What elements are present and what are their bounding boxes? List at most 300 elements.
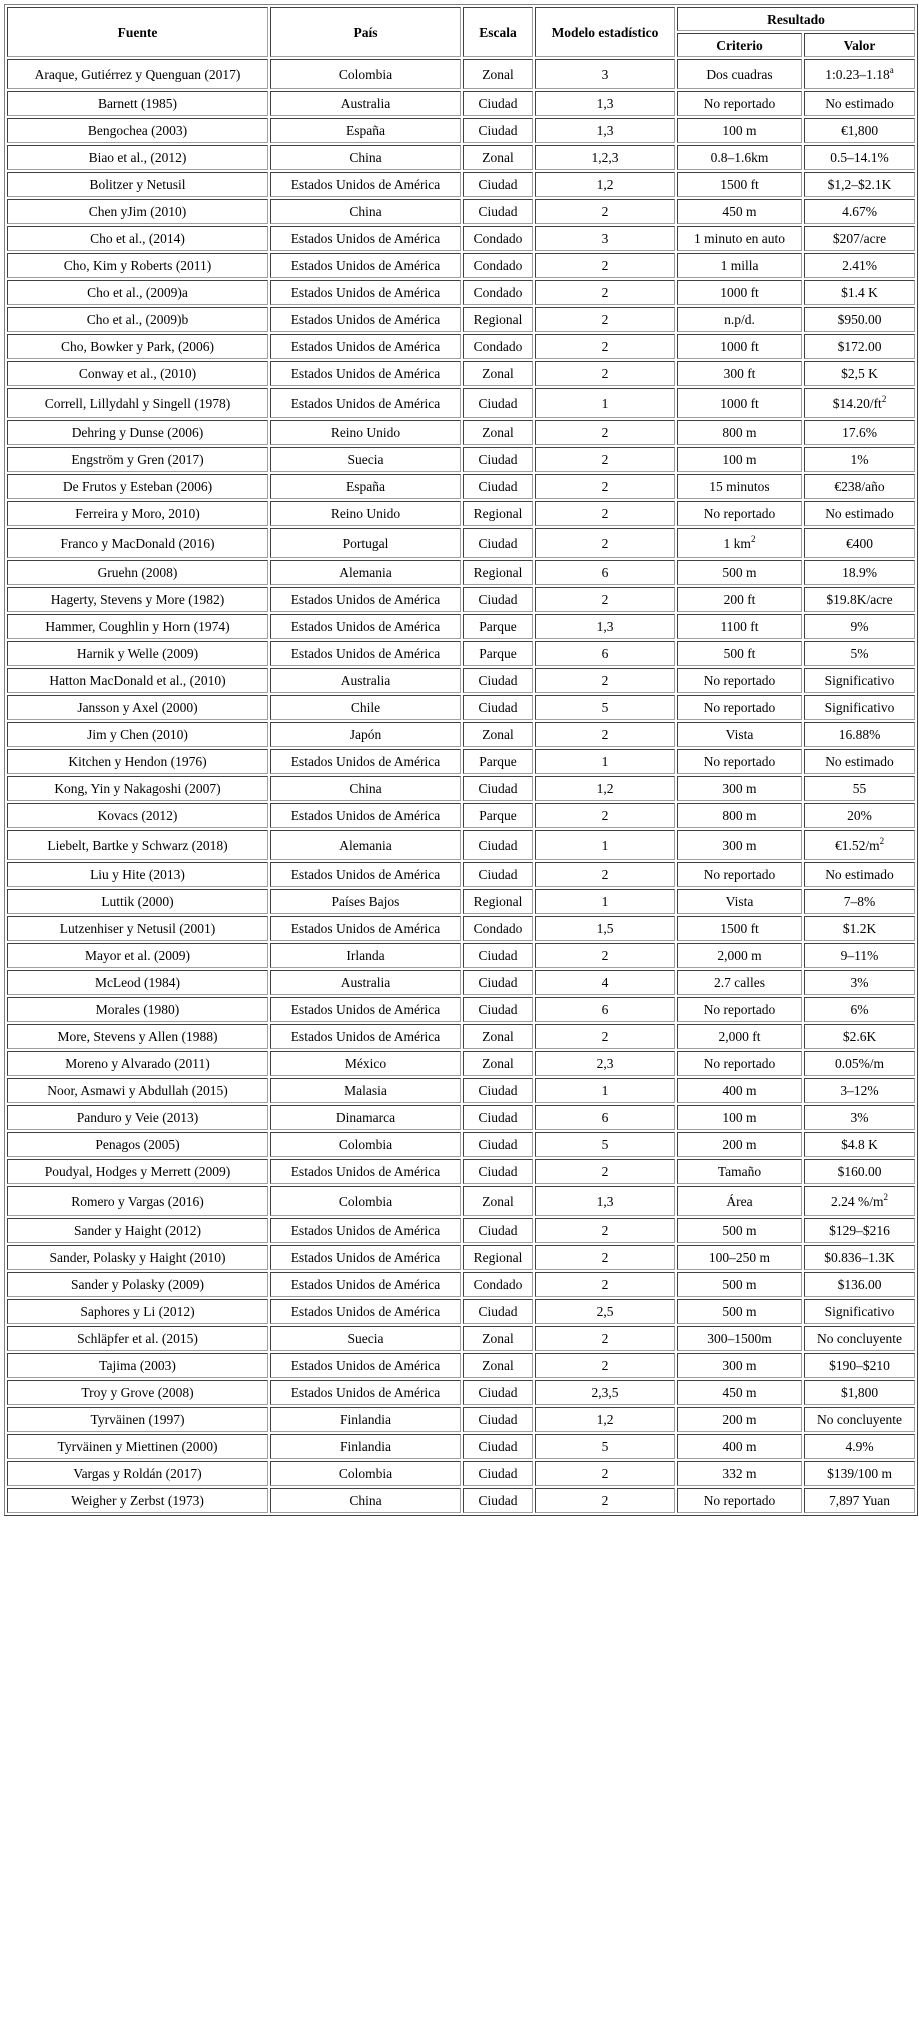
cell-text: No estimado bbox=[825, 96, 894, 111]
cell-text: Suecia bbox=[347, 1331, 384, 1346]
cell-valor bbox=[804, 280, 915, 305]
cell-text: 2 bbox=[601, 535, 609, 551]
table-row bbox=[7, 1380, 915, 1405]
cell-text: Zonal bbox=[482, 1358, 514, 1373]
cell-criterio bbox=[677, 420, 802, 445]
cell-text: Conway et al., (2010) bbox=[78, 366, 197, 381]
cell-criterio bbox=[677, 1186, 802, 1216]
cell-fuente bbox=[7, 695, 268, 720]
cell-fuente bbox=[7, 722, 268, 747]
cell-criterio bbox=[677, 528, 802, 558]
cell-pais bbox=[270, 560, 461, 585]
cell-text: Estados Unidos de América bbox=[290, 312, 441, 327]
cell-text: Dinamarca bbox=[335, 1110, 396, 1125]
cell-pais bbox=[270, 307, 461, 332]
cell-text: 2 bbox=[601, 1029, 609, 1044]
cell-text: China bbox=[349, 204, 382, 219]
cell-text: Tajima (2003) bbox=[99, 1358, 176, 1373]
header-modelo: Modelo estadístico bbox=[535, 7, 675, 57]
cell-text: 2 bbox=[601, 948, 609, 963]
superscript: 2 bbox=[750, 533, 756, 544]
cell-modelo bbox=[535, 1461, 675, 1486]
cell-text: No reportado bbox=[703, 673, 776, 688]
cell-modelo bbox=[535, 1132, 675, 1157]
cell-text: 2 bbox=[601, 285, 609, 300]
cell-valor bbox=[804, 668, 915, 693]
cell-pais bbox=[270, 1051, 461, 1076]
cell-text: Estados Unidos de América bbox=[290, 646, 441, 661]
table-row bbox=[7, 1132, 915, 1157]
cell-text: 2 bbox=[601, 1250, 609, 1265]
cell-criterio bbox=[677, 943, 802, 968]
cell-modelo bbox=[535, 1159, 675, 1184]
cell-text: Ciudad bbox=[478, 837, 518, 853]
cell-text: 2 bbox=[601, 452, 609, 467]
cell-text: Saphores y Li (2012) bbox=[80, 1304, 195, 1319]
cell-modelo bbox=[535, 420, 675, 445]
cell-text: Estados Unidos de América bbox=[290, 231, 441, 246]
cell-text: Penagos (2005) bbox=[95, 1137, 180, 1152]
cell-pais bbox=[270, 1105, 461, 1130]
cell-fuente bbox=[7, 1105, 268, 1130]
cell-text: 16.88% bbox=[838, 727, 881, 742]
cell-text: Ciudad bbox=[478, 204, 518, 219]
cell-pais bbox=[270, 1353, 461, 1378]
cell-modelo bbox=[535, 1434, 675, 1459]
cell-text: México bbox=[344, 1056, 387, 1071]
cell-text: 7,897 Yuan bbox=[829, 1493, 890, 1508]
cell-escala bbox=[463, 501, 533, 526]
cell-pais bbox=[270, 1272, 461, 1297]
cell-escala bbox=[463, 91, 533, 116]
cell-criterio bbox=[677, 1353, 802, 1378]
cell-criterio bbox=[677, 361, 802, 386]
cell-valor bbox=[804, 916, 915, 941]
cell-escala bbox=[463, 1488, 533, 1513]
cell-text: 4 bbox=[601, 975, 609, 990]
table-row bbox=[7, 695, 915, 720]
cell-text: Biao et al., (2012) bbox=[88, 150, 187, 165]
cell-valor bbox=[804, 587, 915, 612]
cell-text: Área bbox=[726, 1193, 753, 1209]
cell-valor bbox=[804, 560, 915, 585]
table-row bbox=[7, 388, 915, 418]
cell-text: Estados Unidos de América bbox=[290, 921, 441, 936]
cell-escala bbox=[463, 388, 533, 418]
cell-text: Vista bbox=[725, 727, 754, 742]
cell-text: Vargas y Roldán (2017) bbox=[73, 1466, 202, 1481]
cell-text: Kitchen y Hendon (1976) bbox=[68, 754, 207, 769]
cell-fuente bbox=[7, 59, 268, 89]
cell-text: 3 bbox=[601, 231, 609, 246]
cell-escala bbox=[463, 253, 533, 278]
cell-text: 3 bbox=[601, 66, 609, 82]
cell-modelo bbox=[535, 334, 675, 359]
cell-text: España bbox=[346, 479, 385, 494]
cell-text: 6 bbox=[601, 565, 609, 580]
cell-text: 100 m bbox=[722, 1110, 757, 1125]
cell-modelo bbox=[535, 722, 675, 747]
cell-fuente bbox=[7, 280, 268, 305]
cell-text: 100 m bbox=[722, 452, 757, 467]
cell-text: Correll, Lillydahl y Singell (1978) bbox=[44, 395, 231, 411]
cell-text: Weigher y Zerbst (1973) bbox=[71, 1493, 204, 1508]
cell-valor bbox=[804, 528, 915, 558]
cell-text: Zonal bbox=[482, 1331, 514, 1346]
cell-text: 332 m bbox=[722, 1466, 757, 1481]
cell-valor bbox=[804, 1051, 915, 1076]
cell-text: Finlandia bbox=[340, 1412, 391, 1427]
cell-text: 1,3 bbox=[596, 619, 614, 634]
header-fuente: Fuente bbox=[7, 7, 268, 57]
superscript: 2 bbox=[883, 1191, 888, 1202]
cell-text: Significativo bbox=[824, 673, 895, 688]
cell-text: No estimado bbox=[825, 754, 894, 769]
table-row bbox=[7, 172, 915, 197]
cell-text: 2 bbox=[601, 312, 609, 327]
cell-text: 15 minutos bbox=[709, 479, 770, 494]
cell-text: 200 m bbox=[722, 1137, 757, 1152]
cell-text: Morales (1980) bbox=[95, 1002, 180, 1017]
cell-pais bbox=[270, 970, 461, 995]
cell-text: n.p/d. bbox=[724, 312, 755, 327]
cell-text: Irlanda bbox=[346, 948, 385, 963]
cell-text: $172.00 bbox=[837, 339, 882, 354]
cell-modelo bbox=[535, 226, 675, 251]
cell-text: Alemania bbox=[339, 837, 392, 853]
cell-text: 0.05%/m bbox=[834, 1056, 885, 1071]
cell-modelo bbox=[535, 1299, 675, 1324]
cell-text: 2 bbox=[601, 1358, 609, 1373]
cell-text: 20% bbox=[847, 808, 872, 823]
cell-modelo bbox=[535, 59, 675, 89]
cell-text: $4.8 K bbox=[841, 1137, 878, 1152]
table-row bbox=[7, 91, 915, 116]
cell-text: 2 bbox=[601, 339, 609, 354]
cell-pais bbox=[270, 916, 461, 941]
cell-text: 1 bbox=[601, 894, 609, 909]
cell-criterio bbox=[677, 172, 802, 197]
cell-escala bbox=[463, 118, 533, 143]
cell-modelo bbox=[535, 1326, 675, 1351]
cell-text: De Frutos y Esteban (2006) bbox=[62, 479, 213, 494]
cell-modelo bbox=[535, 668, 675, 693]
cell-valor bbox=[804, 1105, 915, 1130]
cell-text: Ciudad bbox=[478, 1439, 518, 1454]
cell-pais bbox=[270, 226, 461, 251]
cell-text: Estados Unidos de América bbox=[290, 754, 441, 769]
cell-text: No reportado bbox=[703, 700, 776, 715]
cell-text: 2 bbox=[601, 204, 609, 219]
cell-text: Estados Unidos de América bbox=[290, 366, 441, 381]
cell-text: Kong, Yin y Nakagoshi (2007) bbox=[54, 781, 221, 796]
cell-valor bbox=[804, 830, 915, 860]
cell-text: Estados Unidos de América bbox=[290, 592, 441, 607]
cell-text: 400 m bbox=[722, 1083, 757, 1098]
cell-text: 4.67% bbox=[842, 204, 877, 219]
cell-escala bbox=[463, 199, 533, 224]
cell-fuente bbox=[7, 943, 268, 968]
table-row bbox=[7, 1407, 915, 1432]
cell-text: No reportado bbox=[703, 1493, 776, 1508]
cell-fuente bbox=[7, 447, 268, 472]
table-row bbox=[7, 1218, 915, 1243]
cell-fuente bbox=[7, 1353, 268, 1378]
header-pais: País bbox=[270, 7, 461, 57]
cell-text: 2,3 bbox=[596, 1056, 614, 1071]
cell-valor bbox=[804, 641, 915, 666]
cell-criterio bbox=[677, 1078, 802, 1103]
cell-text: Estados Unidos de América bbox=[290, 258, 441, 273]
cell-text: $1,2–$2.1K bbox=[827, 177, 892, 192]
cell-text: 2 bbox=[601, 425, 609, 440]
table-row bbox=[7, 334, 915, 359]
cell-criterio bbox=[677, 1407, 802, 1432]
cell-text: 300 m bbox=[722, 1358, 757, 1373]
cell-text: $1.2K bbox=[842, 921, 877, 936]
cell-valor bbox=[804, 1078, 915, 1103]
table-row bbox=[7, 614, 915, 639]
cell-pais bbox=[270, 361, 461, 386]
cell-text: Australia bbox=[340, 96, 391, 111]
cell-text: Zonal bbox=[482, 1056, 514, 1071]
cell-escala bbox=[463, 528, 533, 558]
table-row bbox=[7, 722, 915, 747]
cell-modelo bbox=[535, 1218, 675, 1243]
cell-modelo bbox=[535, 970, 675, 995]
cell-escala bbox=[463, 560, 533, 585]
cell-valor bbox=[804, 1218, 915, 1243]
cell-text: Ciudad bbox=[478, 1164, 518, 1179]
cell-criterio bbox=[677, 1132, 802, 1157]
cell-text: 2 bbox=[601, 867, 609, 882]
cell-text: Colombia bbox=[338, 66, 393, 82]
cell-escala bbox=[463, 1299, 533, 1324]
cell-criterio bbox=[677, 1380, 802, 1405]
cell-modelo bbox=[535, 1078, 675, 1103]
cell-escala bbox=[463, 916, 533, 941]
cell-text: €400 bbox=[846, 535, 873, 551]
cell-modelo bbox=[535, 943, 675, 968]
cell-escala bbox=[463, 1272, 533, 1297]
cell-criterio bbox=[677, 1218, 802, 1243]
cell-pais bbox=[270, 1132, 461, 1157]
cell-criterio bbox=[677, 334, 802, 359]
cell-text: Ciudad bbox=[478, 1385, 518, 1400]
cell-modelo bbox=[535, 587, 675, 612]
cell-text: 1% bbox=[850, 452, 869, 467]
cell-valor bbox=[804, 1353, 915, 1378]
cell-escala bbox=[463, 1159, 533, 1184]
header-criterio: Criterio bbox=[677, 33, 802, 57]
cell-fuente bbox=[7, 1461, 268, 1486]
cell-text: $950.00 bbox=[837, 312, 882, 327]
cell-fuente bbox=[7, 916, 268, 941]
cell-valor bbox=[804, 118, 915, 143]
cell-text: Países Bajos bbox=[331, 894, 400, 909]
cell-fuente bbox=[7, 528, 268, 558]
cell-fuente bbox=[7, 1051, 268, 1076]
cell-text: 1,3 bbox=[596, 123, 614, 138]
cell-criterio bbox=[677, 118, 802, 143]
cell-criterio bbox=[677, 447, 802, 472]
cell-text: Romero y Vargas (2016) bbox=[71, 1193, 204, 1209]
cell-text: 1 minuto en auto bbox=[693, 231, 786, 246]
cell-text: 1:0.23–1.18 bbox=[825, 66, 890, 82]
cell-text: 200 m bbox=[722, 1412, 757, 1427]
cell-text: Vista bbox=[725, 894, 754, 909]
table-row bbox=[7, 145, 915, 170]
cell-criterio bbox=[677, 830, 802, 860]
cell-escala bbox=[463, 1186, 533, 1216]
cell-text: $136.00 bbox=[837, 1277, 882, 1292]
cell-pais bbox=[270, 420, 461, 445]
cell-escala bbox=[463, 361, 533, 386]
cell-text: 450 m bbox=[722, 204, 757, 219]
cell-text: No reportado bbox=[703, 867, 776, 882]
cell-modelo bbox=[535, 280, 675, 305]
cell-text: $2,5 K bbox=[841, 366, 878, 381]
cell-text: Ciudad bbox=[478, 781, 518, 796]
cell-text: 1100 ft bbox=[720, 619, 759, 634]
cell-text: 500 m bbox=[722, 1223, 757, 1238]
cell-text: Finlandia bbox=[340, 1439, 391, 1454]
cell-text: Ciudad bbox=[478, 535, 518, 551]
cell-text: Bolitzer y Netusil bbox=[89, 177, 186, 192]
table-row bbox=[7, 501, 915, 526]
header-resultado: Resultado bbox=[677, 7, 915, 31]
cell-text: Estados Unidos de América bbox=[290, 808, 441, 823]
cell-text: 400 m bbox=[722, 1439, 757, 1454]
cell-pais bbox=[270, 1078, 461, 1103]
cell-text: Regional bbox=[473, 1250, 523, 1265]
cell-text: No reportado bbox=[703, 1056, 776, 1071]
cell-text: 2.24 %/m bbox=[831, 1193, 884, 1209]
table-row bbox=[7, 943, 915, 968]
cell-text: Panduro y Veie (2013) bbox=[76, 1110, 199, 1125]
cell-text: No concluyente bbox=[816, 1412, 903, 1427]
cell-text: China bbox=[349, 781, 382, 796]
cell-criterio bbox=[677, 722, 802, 747]
cell-text: 2,000 ft bbox=[718, 1029, 761, 1044]
cell-text: Regional bbox=[473, 894, 523, 909]
cell-pais bbox=[270, 199, 461, 224]
cell-valor bbox=[804, 803, 915, 828]
cell-fuente bbox=[7, 501, 268, 526]
cell-text: 0.8–1.6km bbox=[710, 150, 769, 165]
cell-escala bbox=[463, 943, 533, 968]
cell-text: Jim y Chen (2010) bbox=[87, 727, 188, 742]
cell-escala bbox=[463, 749, 533, 774]
table-row bbox=[7, 307, 915, 332]
cell-text: Cho et al., (2014) bbox=[90, 231, 185, 246]
cell-criterio bbox=[677, 862, 802, 887]
cell-text: Significativo bbox=[824, 700, 895, 715]
table-row bbox=[7, 1024, 915, 1049]
cell-text: Ciudad bbox=[478, 1412, 518, 1427]
cell-text: Japón bbox=[349, 727, 382, 742]
header-valor: Valor bbox=[804, 33, 915, 57]
cell-valor bbox=[804, 1132, 915, 1157]
cell-pais bbox=[270, 1434, 461, 1459]
cell-text: No reportado bbox=[703, 96, 776, 111]
cell-valor bbox=[804, 420, 915, 445]
cell-pais bbox=[270, 528, 461, 558]
cell-text: Kovacs (2012) bbox=[97, 808, 178, 823]
table-row bbox=[7, 59, 915, 89]
cell-valor bbox=[804, 1299, 915, 1324]
cell-valor bbox=[804, 1186, 915, 1216]
table-body bbox=[7, 59, 915, 1513]
cell-modelo bbox=[535, 91, 675, 116]
cell-pais bbox=[270, 1299, 461, 1324]
cell-modelo bbox=[535, 803, 675, 828]
cell-text: 1 km bbox=[723, 535, 751, 551]
cell-criterio bbox=[677, 668, 802, 693]
cell-text: Mayor et al. (2009) bbox=[85, 948, 190, 963]
cell-modelo bbox=[535, 614, 675, 639]
table-row bbox=[7, 1078, 915, 1103]
cell-criterio bbox=[677, 749, 802, 774]
cell-text: Estados Unidos de América bbox=[290, 1029, 441, 1044]
table-row bbox=[7, 280, 915, 305]
cell-text: Ciudad bbox=[478, 1137, 518, 1152]
cell-text: 2 bbox=[601, 366, 609, 381]
cell-escala bbox=[463, 722, 533, 747]
cell-fuente bbox=[7, 253, 268, 278]
cell-text: 2 bbox=[601, 1164, 609, 1179]
cell-modelo bbox=[535, 118, 675, 143]
cell-pais bbox=[270, 91, 461, 116]
cell-text: Cho, Bowker y Park, (2006) bbox=[61, 339, 214, 354]
cell-fuente bbox=[7, 889, 268, 914]
cell-text: 1 bbox=[601, 837, 609, 853]
cell-text: 100 m bbox=[722, 123, 757, 138]
cell-text: €238/año bbox=[834, 479, 885, 494]
cell-text: Colombia bbox=[338, 1137, 393, 1152]
cell-text: Liu y Hite (2013) bbox=[90, 867, 185, 882]
cell-modelo bbox=[535, 889, 675, 914]
cell-text: 18.9% bbox=[842, 565, 877, 580]
cell-valor bbox=[804, 1488, 915, 1513]
cell-escala bbox=[463, 420, 533, 445]
cell-fuente bbox=[7, 91, 268, 116]
cell-text: 55 bbox=[852, 781, 867, 796]
cell-text: Dehring y Dunse (2006) bbox=[71, 425, 204, 440]
superscript: 2 bbox=[881, 393, 887, 404]
cell-fuente bbox=[7, 334, 268, 359]
cell-escala bbox=[463, 1434, 533, 1459]
cell-escala bbox=[463, 1245, 533, 1270]
cell-fuente bbox=[7, 388, 268, 418]
table-row bbox=[7, 997, 915, 1022]
cell-valor bbox=[804, 749, 915, 774]
cell-text: 2 bbox=[601, 479, 609, 494]
cell-criterio bbox=[677, 614, 802, 639]
cell-text: Engström y Gren (2017) bbox=[71, 452, 204, 467]
cell-text: 500 m bbox=[722, 565, 757, 580]
cell-valor bbox=[804, 1159, 915, 1184]
cell-fuente bbox=[7, 1299, 268, 1324]
cell-text: Moreno y Alvarado (2011) bbox=[65, 1056, 210, 1071]
cell-text: Zonal bbox=[482, 1029, 514, 1044]
cell-valor bbox=[804, 91, 915, 116]
cell-fuente bbox=[7, 803, 268, 828]
cell-pais bbox=[270, 1380, 461, 1405]
cell-pais bbox=[270, 1407, 461, 1432]
table-row bbox=[7, 253, 915, 278]
cell-modelo bbox=[535, 474, 675, 499]
